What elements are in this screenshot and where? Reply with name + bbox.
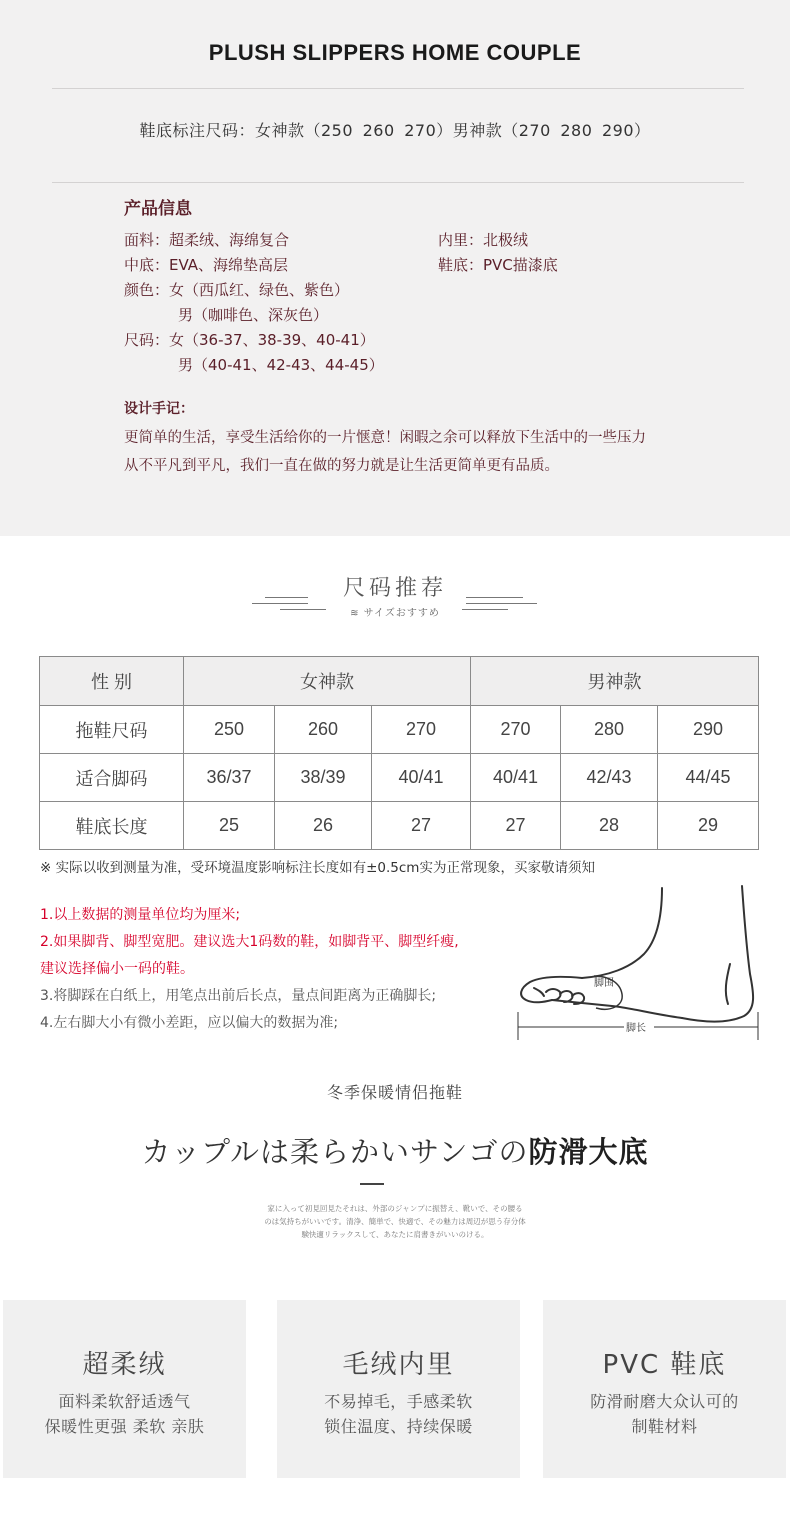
- promo-fine-text: 家に入って初見回見たそれは、外部のジャンプに振替え、靴いで、その腰る: [267, 1204, 523, 1213]
- size-recommend-title: 尺码推荐: [342, 576, 447, 601]
- size-recommend-subtitle: ≋ サイズおすすめ: [350, 608, 440, 619]
- table-row: [40, 706, 759, 754]
- table-row: [40, 802, 759, 850]
- feature-text: 面料柔软舒适透气: [58, 1392, 191, 1411]
- promo-headline-text: カップルは柔らかいサンゴの: [141, 1135, 529, 1169]
- design-notes-heading: 设计手记：: [124, 401, 194, 417]
- row-label: 适合脚码: [40, 754, 184, 802]
- table-cell: 280: [561, 706, 658, 754]
- girth-label: 脚围: [594, 978, 614, 989]
- feature-title: 超柔绒: [82, 1350, 167, 1380]
- table-cell: 29: [658, 802, 759, 850]
- promo-fine-text: のは気持ちがいいです。清浄、簡単で、快適で、その魅力は周辺が思う存分体: [264, 1217, 526, 1226]
- size-table: [39, 656, 759, 850]
- design-notes-line: 更简单的生活，享受生活给你的一片惬意！闲暇之余可以释放下生活中的一些压力: [124, 430, 646, 446]
- lining-info: 内里：北极绒: [438, 231, 529, 249]
- midsole-info: 中底：EVA、海绵垫高层: [124, 256, 289, 274]
- divider: [360, 1183, 384, 1185]
- table-header-men: 男神款: [471, 657, 759, 706]
- table-row: [40, 754, 759, 802]
- table-cell: 250: [184, 706, 275, 754]
- length-label: 脚长: [626, 1023, 646, 1034]
- product-info-heading: 产品信息: [124, 199, 192, 219]
- promo-subtitle: 冬季保暖情侣拖鞋: [326, 1083, 463, 1102]
- table-cell: 38/39: [275, 754, 372, 802]
- measure-note: 3.将脚踩在白纸上，用笔点出前后长点，量点间距离为正确脚长;: [40, 988, 437, 1004]
- measure-note: 建议选择偏小一码的鞋。: [40, 961, 194, 977]
- table-cell: 27: [372, 802, 471, 850]
- feature-title: PVC 鞋底: [602, 1350, 727, 1380]
- table-cell: 36/37: [184, 754, 275, 802]
- design-notes-line: 从不平凡到平凡，我们一直在做的努力就是让生活更简单更有品质。: [124, 458, 559, 474]
- promo-fine-text: 験快適リラックスして、あなたに肩書きがいいのける。: [301, 1230, 489, 1239]
- feature-text: 防滑耐磨大众认可的: [590, 1392, 739, 1411]
- feature-card: [543, 1300, 786, 1478]
- table-cell: 28: [561, 802, 658, 850]
- size-men-info: 男（40-41、42-43、44-45）: [178, 356, 384, 374]
- feature-text: 不易掉毛，手感柔软: [324, 1392, 473, 1411]
- table-cell: 40/41: [471, 754, 561, 802]
- sole-size-note: 鞋底标注尺码：女神款（250 260 270）男神款（270 280 290）: [139, 121, 651, 140]
- measure-note: 4.左右脚大小有微小差距，应以偏大的数据为准;: [40, 1015, 339, 1031]
- promo-headline: [0, 1130, 790, 1171]
- table-disclaimer: ※ 实际以收到测量为准，受环境温度影响标注长度如有±0.5cm实为正常现象，买家敬请须知: [40, 860, 595, 876]
- feature-text: 保暖性更强 柔软 亲肤: [44, 1417, 205, 1436]
- product-info-section: [0, 0, 790, 536]
- feature-title: 毛绒内里: [342, 1350, 455, 1380]
- measure-note: 1.以上数据的测量单位均为厘米;: [40, 907, 241, 923]
- table-cell: 270: [471, 706, 561, 754]
- table-header-row: [40, 657, 759, 706]
- table-cell: 260: [275, 706, 372, 754]
- color-women-info: 颜色：女（西瓜红、绿色、紫色）: [124, 281, 350, 299]
- color-men-info: 男（咖啡色、深灰色）: [178, 306, 329, 324]
- page-title: PLUSH SLIPPERS HOME COUPLE: [208, 40, 582, 65]
- foot-measure-illustration: [512, 884, 762, 1044]
- size-women-info: 尺码：女（36-37、38-39、40-41）: [124, 331, 375, 349]
- table-cell: 270: [372, 706, 471, 754]
- table-cell: 42/43: [561, 754, 658, 802]
- divider: [52, 88, 744, 89]
- table-cell: 26: [275, 802, 372, 850]
- fabric-info: 面料：超柔绒、海绵复合: [124, 231, 290, 249]
- feature-text: 锁住温度、持续保暖: [324, 1417, 473, 1436]
- measure-note: 2.如果脚背、脚型宽肥。建议选大1码数的鞋，如脚背平、脚型纤瘦,: [40, 934, 459, 950]
- table-cell: 40/41: [372, 754, 471, 802]
- table-cell: 290: [658, 706, 759, 754]
- feature-card: [277, 1300, 520, 1478]
- promo-headline-bold: 防滑大底: [528, 1135, 649, 1169]
- feature-text: 制鞋材料: [631, 1417, 698, 1436]
- sole-info: 鞋底：PVC描漆底: [438, 256, 558, 274]
- row-label: 鞋底长度: [40, 802, 184, 850]
- feature-card: [3, 1300, 246, 1478]
- table-cell: 27: [471, 802, 561, 850]
- table-cell: 44/45: [658, 754, 759, 802]
- row-label: 拖鞋尺码: [40, 706, 184, 754]
- table-header-women: 女神款: [184, 657, 471, 706]
- divider: [52, 182, 744, 183]
- table-header-gender: 性 别: [40, 657, 184, 706]
- table-cell: 25: [184, 802, 275, 850]
